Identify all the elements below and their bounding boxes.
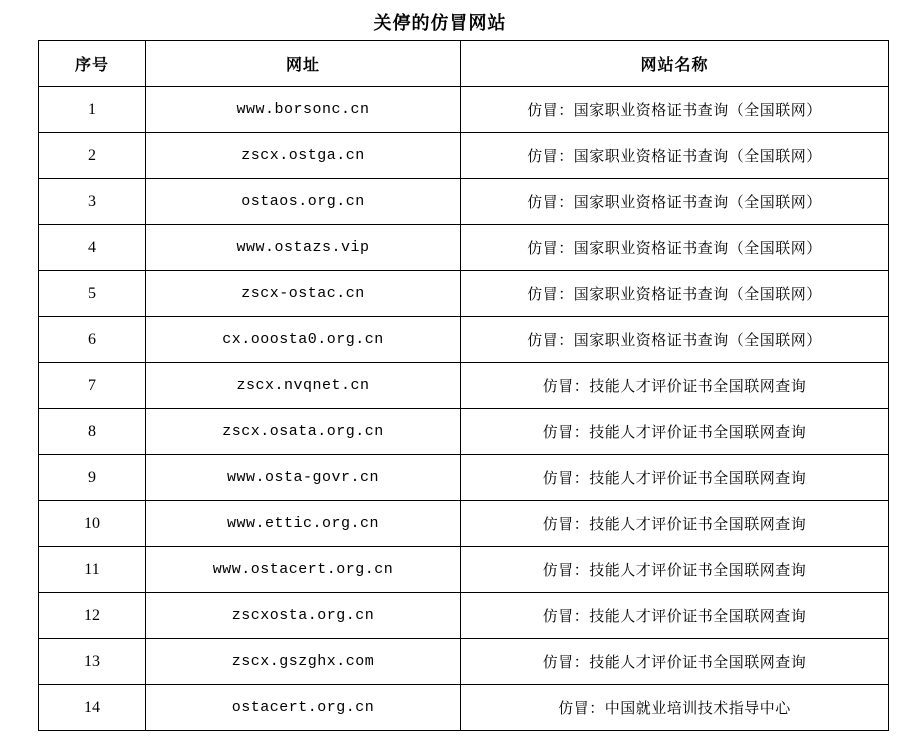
cell-serial: 6 bbox=[39, 317, 146, 363]
table-row bbox=[39, 271, 889, 317]
cell-serial: 7 bbox=[39, 363, 146, 409]
table-row bbox=[39, 133, 889, 179]
cell-url: ostacert.org.cn bbox=[146, 685, 461, 731]
cell-url: zscx.nvqnet.cn bbox=[146, 363, 461, 409]
table-row bbox=[39, 179, 889, 225]
table-row bbox=[39, 501, 889, 547]
cell-url: www.osta-govr.cn bbox=[146, 455, 461, 501]
table-row bbox=[39, 639, 889, 685]
cell-site-name: 仿冒：国家职业资格证书查询（全国联网） bbox=[461, 87, 889, 133]
cell-url: zscx.ostga.cn bbox=[146, 133, 461, 179]
cell-url: zscx-ostac.cn bbox=[146, 271, 461, 317]
cell-serial: 1 bbox=[39, 87, 146, 133]
cell-url: www.ostacert.org.cn bbox=[146, 547, 461, 593]
cell-url: www.borsonc.cn bbox=[146, 87, 461, 133]
cell-site-name: 仿冒：国家职业资格证书查询（全国联网） bbox=[461, 225, 889, 271]
cell-url: zscxosta.org.cn bbox=[146, 593, 461, 639]
cell-site-name: 仿冒：国家职业资格证书查询（全国联网） bbox=[461, 133, 889, 179]
page-title: 关停的仿冒网站 bbox=[373, 13, 507, 34]
cell-serial: 4 bbox=[39, 225, 146, 271]
table-row bbox=[39, 547, 889, 593]
cell-site-name: 仿冒：国家职业资格证书查询（全国联网） bbox=[461, 317, 889, 363]
cell-serial: 8 bbox=[39, 409, 146, 455]
cell-site-name: 仿冒：国家职业资格证书查询（全国联网） bbox=[461, 271, 889, 317]
table-header-row bbox=[39, 41, 889, 87]
cell-serial: 13 bbox=[39, 639, 146, 685]
cell-serial: 10 bbox=[39, 501, 146, 547]
cell-site-name: 仿冒：技能人才评价证书全国联网查询 bbox=[461, 639, 889, 685]
cell-site-name: 仿冒：技能人才评价证书全国联网查询 bbox=[461, 547, 889, 593]
cell-site-name: 仿冒：技能人才评价证书全国联网查询 bbox=[461, 593, 889, 639]
cell-url: zscx.gszghx.com bbox=[146, 639, 461, 685]
cell-url: zscx.osata.org.cn bbox=[146, 409, 461, 455]
table-row bbox=[39, 455, 889, 501]
column-header-site-name: 网站名称 bbox=[461, 41, 889, 87]
cell-site-name: 仿冒：中国就业培训技术指导中心 bbox=[461, 685, 889, 731]
cell-serial: 14 bbox=[39, 685, 146, 731]
table-row bbox=[39, 317, 889, 363]
cell-url: cx.ooosta0.org.cn bbox=[146, 317, 461, 363]
cell-site-name: 仿冒：技能人才评价证书全国联网查询 bbox=[461, 455, 889, 501]
cell-site-name: 仿冒：技能人才评价证书全国联网查询 bbox=[461, 501, 889, 547]
cell-site-name: 仿冒：技能人才评价证书全国联网查询 bbox=[461, 363, 889, 409]
table-row bbox=[39, 409, 889, 455]
column-header-serial: 序号 bbox=[39, 41, 146, 87]
cell-serial: 2 bbox=[39, 133, 146, 179]
table-row bbox=[39, 363, 889, 409]
cell-serial: 12 bbox=[39, 593, 146, 639]
cell-serial: 3 bbox=[39, 179, 146, 225]
cell-serial: 9 bbox=[39, 455, 146, 501]
cell-serial: 5 bbox=[39, 271, 146, 317]
cell-site-name: 仿冒：国家职业资格证书查询（全国联网） bbox=[461, 179, 889, 225]
cell-url: www.ostazs.vip bbox=[146, 225, 461, 271]
column-header-url: 网址 bbox=[146, 41, 461, 87]
cell-url: ostaos.org.cn bbox=[146, 179, 461, 225]
table-row bbox=[39, 225, 889, 271]
cell-serial: 11 bbox=[39, 547, 146, 593]
table-row bbox=[39, 685, 889, 731]
table-row bbox=[39, 593, 889, 639]
table-row bbox=[39, 87, 889, 133]
fake-websites-table bbox=[38, 40, 889, 731]
cell-url: www.ettic.org.cn bbox=[146, 501, 461, 547]
cell-site-name: 仿冒：技能人才评价证书全国联网查询 bbox=[461, 409, 889, 455]
